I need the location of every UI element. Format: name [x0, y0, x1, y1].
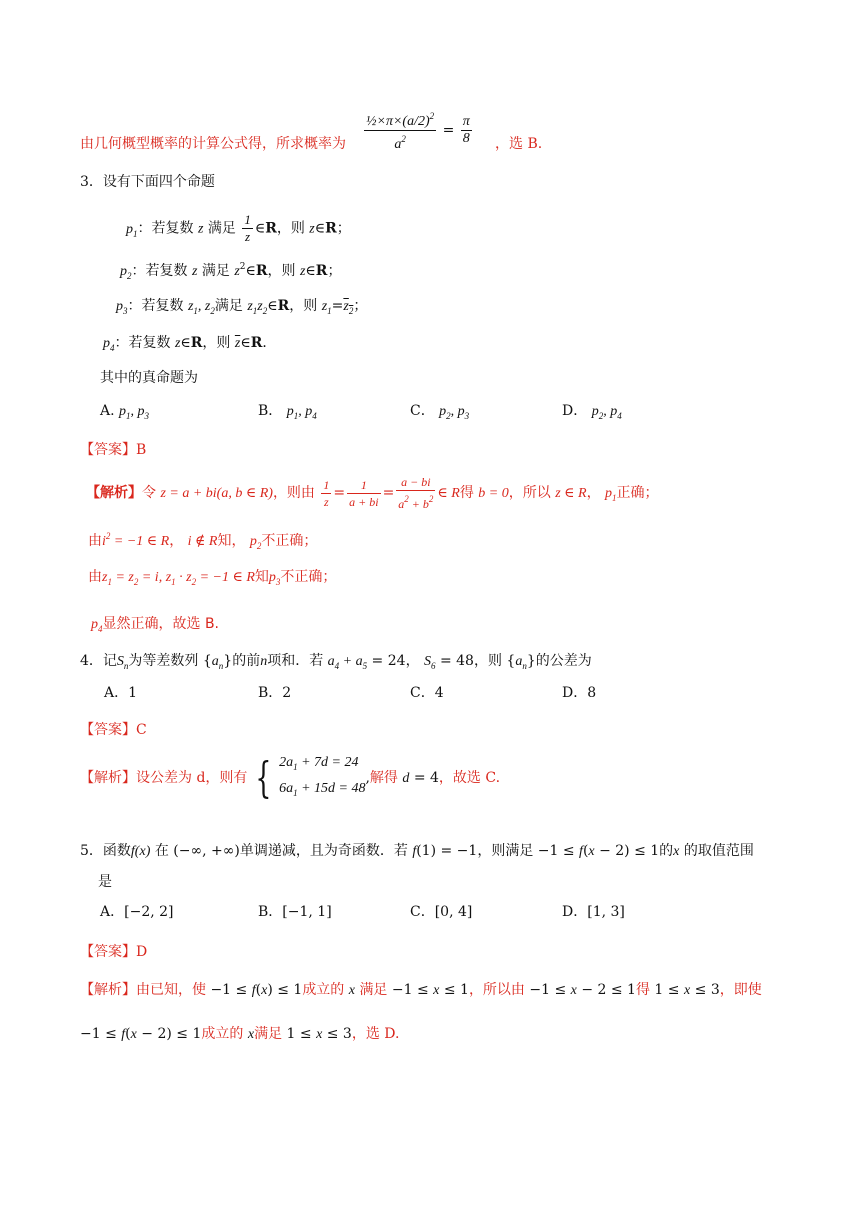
- q3-option-a: A. $p_1$, $p_3$: [100, 403, 150, 421]
- top-suffix: ，选 B.: [495, 136, 543, 152]
- q5-stem-line2: 是: [98, 874, 112, 890]
- q5-answer: 【答案】D: [80, 944, 148, 960]
- q3-option-d: D． $p_2$, $p_4$: [562, 403, 622, 421]
- q4-option-d: D．8: [562, 685, 597, 701]
- q3-analysis-line3: 由$z_1 = z_2 = i$, $z_1 \cdot z_2 = -1$ ∈ R知$p_3$不正确；: [88, 569, 337, 587]
- q3-option-c: C． $p_2$, $p_3$: [410, 403, 470, 421]
- q5-option-d: D．[1, 3]: [562, 904, 625, 920]
- q3-p4: $p_4$：若复数 z∈R，则 $\overline{z}\in R$．: [103, 335, 277, 353]
- q3-question: 其中的真命题为: [100, 370, 198, 386]
- q5-option-c: C．[0, 4]: [410, 904, 473, 920]
- q4-option-a: A．1: [104, 685, 138, 701]
- q4-analysis: 【解析】设公差为 d，则有 { $2a_1 + 7d = 24$ $6a_1 + 15d = 48$ ,解得 d = 4，故选 C.: [80, 753, 501, 802]
- q3-analysis-line1: 【解析】令 z = a + bi(a, b ∈ R)，则由 $\frac{1}{z}$ = $\frac{1}{a + bi}$ = $\frac{a - bi}{a^2 + b^2}$ ∈ R得 b = 0，所以 z ∈ R， $p_1$正确；: [86, 475, 659, 511]
- top-conclusion: [80, 134, 346, 154]
- q3-p3: $p_3$：若复数 $z_1$, $z_2$满足 $z_1z_2\in R$，则 $z_1=z_2$；: [116, 298, 368, 316]
- q3-answer: 【答案】B: [80, 442, 147, 458]
- q3-option-b: B． $p_1$, $p_4$: [258, 403, 317, 421]
- q5-option-b: B．[−1, 1]: [258, 904, 332, 920]
- equation-system: $2a_1 + 7d = 24$ $6a_1 + 15d = 48$: [279, 755, 366, 798]
- top-prefix: 由几何概型概率的计算公式得，所求概率为: [80, 136, 346, 152]
- q3-p2: $p_2$：若复数 z 满足 $z^2\in R$，则 z∈R；: [120, 262, 342, 281]
- q5-analysis-line2: −1 ≤ f(x − 2) ≤ 1成立的 x满足 1 ≤ x ≤ 3，选 D.: [80, 1026, 400, 1042]
- q3-p1: $p_1$：若复数 z 满足 $\frac{1}{z}$ ∈R，则 z∈R；: [126, 212, 351, 244]
- q3-analysis-line2: 由$i^2 = -1$ ∈ R， i ∉ R知， $p_2$不正确；: [88, 531, 318, 551]
- q4-stem: 4．记$S_n$为等差数列 $\{a_n\}$的前n项和．若 $a_4 + a_5 = 24$， $S_6 = 48$，则 $\{a_n\}$的公差为: [80, 653, 592, 671]
- q3-stem: 3．设有下面四个命题: [80, 174, 215, 190]
- probability-formula: $\frac{\frac{1}{2}\times\pi\times(a/2)^2}{a^2}$ = $\frac{\pi}{8}$: [362, 108, 474, 153]
- q4-option-b: B．2: [258, 685, 292, 701]
- q5-stem-line1: 5．函数f(x) 在 (−∞, +∞)单调递减，且为奇函数．若 f(1) = −1，则满足 −1 ≤ f(x − 2) ≤ 1的x 的取值范围: [80, 843, 754, 859]
- q5-option-a: A．[−2, 2]: [100, 904, 174, 920]
- q5-analysis-line1: 【解析】由已知，使 −1 ≤ f(x) ≤ 1成立的 x 满足 −1 ≤ x ≤ 1，所以由 −1 ≤ x − 2 ≤ 1得 1 ≤ x ≤ 3，即使: [80, 982, 762, 998]
- q3-analysis-line4: $p_4$显然正确，故选 B.: [91, 616, 220, 634]
- q4-answer: 【答案】C: [80, 722, 147, 738]
- q4-option-c: C．4: [410, 685, 444, 701]
